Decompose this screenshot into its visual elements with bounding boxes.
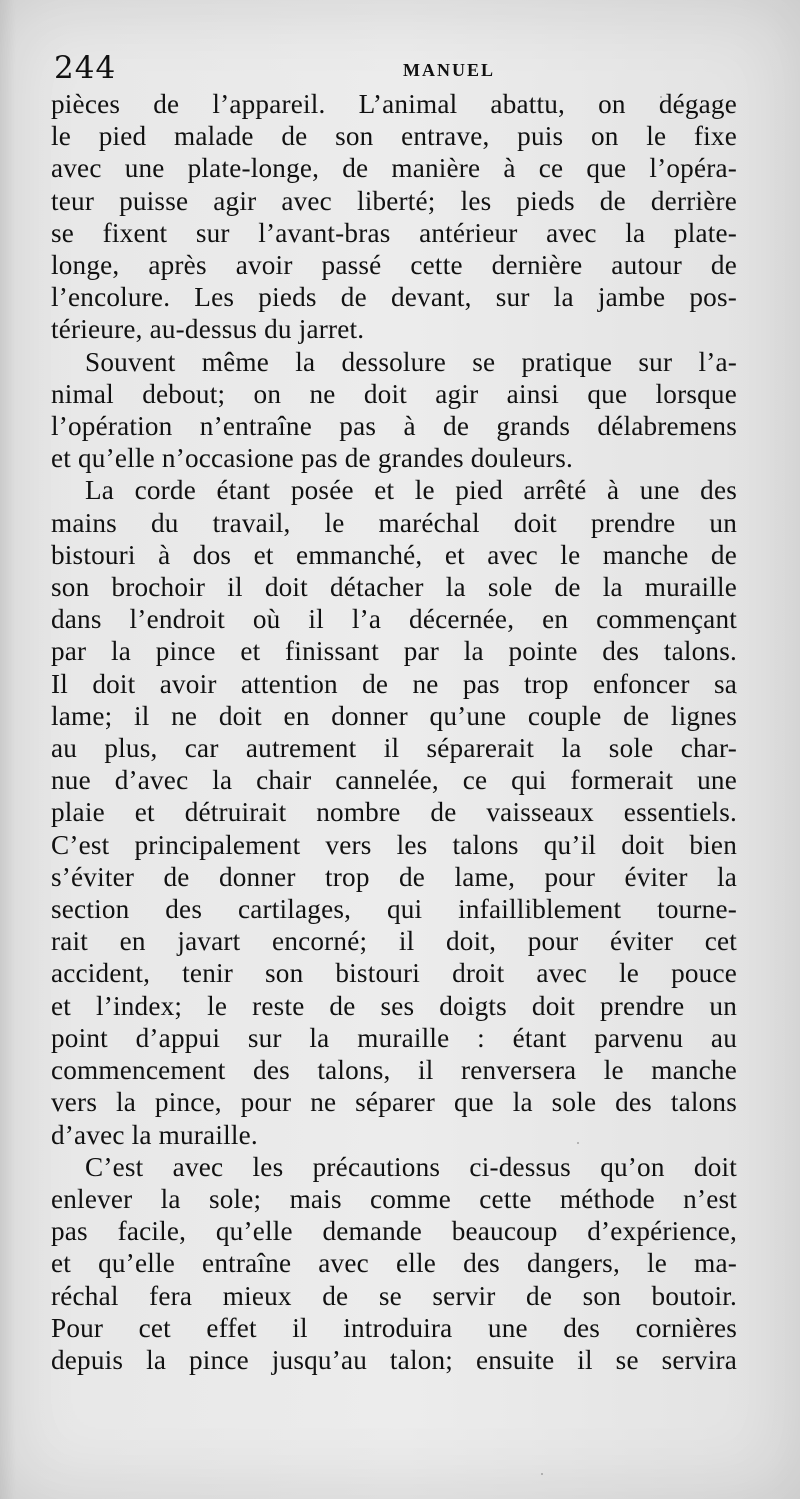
text-line: térieure, au-dessus du jarret.: [51, 314, 365, 345]
text-line: l’encolure. Les pieds de devant, sur la jambe pos-: [51, 282, 737, 313]
paper-speck: [541, 1473, 543, 1475]
text-line: d’avec la muraille.: [51, 1119, 258, 1150]
text-line: mains du travail, le maréchal doit prendre un: [51, 507, 737, 538]
text-line: nimal debout; on ne doit agir ainsi que lorsque: [51, 378, 737, 409]
text-line: depuis la pince jusqu’au talon; ensuite il se servira: [51, 1344, 737, 1375]
text-line: et qu’elle entraîne avec elle des dangers, le ma-: [51, 1248, 737, 1279]
text-line: longe, après avoir passé cette dernière autour de: [51, 250, 737, 281]
text-line: Pour cet effet il introduira une des cornières: [51, 1312, 737, 1343]
page-header: [54, 50, 754, 90]
text-line: et qu’elle n’occasione pas de grandes douleurs.: [51, 443, 573, 474]
text-line: rait en javart encorné; il doit, pour éviter cet: [51, 926, 737, 957]
text-line: pas facile, qu’elle demande beaucoup d’expérience,: [51, 1216, 737, 1247]
text-line: nue d’avec la chair cannelée, ce qui formerait une: [51, 765, 737, 796]
text-line: enlever la sole; mais comme cette méthode n’est: [51, 1183, 737, 1214]
text-line: s’éviter de donner trop de lame, pour éviter la: [51, 861, 737, 892]
text-line: pièces de l’appareil. L’animal abattu, on dégage: [51, 89, 737, 119]
text-line: section des cartilages, qui infailliblement tourne-: [51, 894, 737, 925]
text-line: avec une plate-longe, de manière à ce que l’opéra-: [51, 153, 737, 184]
text-line: son brochoir il doit détacher la sole de la muraille: [51, 572, 737, 603]
paragraph-start-line: C’est avec les précautions ci-dessus qu’on doit: [85, 1151, 737, 1182]
text-line: Il doit avoir attention de ne pas trop enfoncer sa: [51, 668, 737, 699]
paragraph-start-line: La corde étant posée et le pied arrêté à une des: [85, 475, 737, 506]
text-line: lame; il ne doit en donner qu’une couple de lignes: [51, 700, 737, 731]
text-line: accident, tenir son bistouri droit avec le pouce: [51, 958, 737, 989]
text-line: bistouri à dos et emmanché, et avec le manche de: [51, 539, 737, 570]
paragraph-start-line: Souvent même la dessolure se pratique sur l’a-: [85, 346, 737, 377]
text-line: au plus, car autrement il séparerait la sole char-: [51, 733, 737, 764]
text-line: plaie et détruirait nombre de vaisseaux essentiels.: [51, 797, 737, 828]
body-text: [51, 88, 737, 1376]
text-line: l’opération n’entraîne pas à de grands délabremens: [51, 411, 737, 442]
text-line: le pied malade de son entrave, puis on le fixe: [51, 121, 737, 152]
text-line: dans l’endroit où il l’a décernée, en commençant: [51, 604, 737, 635]
text-line: réchal fera mieux de se servir de son boutoir.: [51, 1280, 737, 1311]
text-line: commencement des talons, il renversera le manche: [51, 1055, 737, 1086]
running-head: MANUEL: [403, 60, 495, 80]
text-line: par la pince et finissant par la pointe des talons.: [51, 636, 737, 667]
text-line: vers la pince, pour ne séparer que la sole des talons: [51, 1087, 737, 1118]
text-line: teur puisse agir avec liberté; les pieds de derrière: [51, 185, 737, 216]
text-line: se fixent sur l’avant-bras antérieur avec la plate-: [51, 217, 737, 248]
text-line: C’est principalement vers les talons qu’il doit bien: [51, 829, 737, 860]
text-line: et l’index; le reste de ses doigts doit prendre un: [51, 990, 737, 1021]
text-line: point d’appui sur la muraille : étant parvenu au: [51, 1022, 737, 1053]
page-number: 244: [54, 50, 117, 86]
